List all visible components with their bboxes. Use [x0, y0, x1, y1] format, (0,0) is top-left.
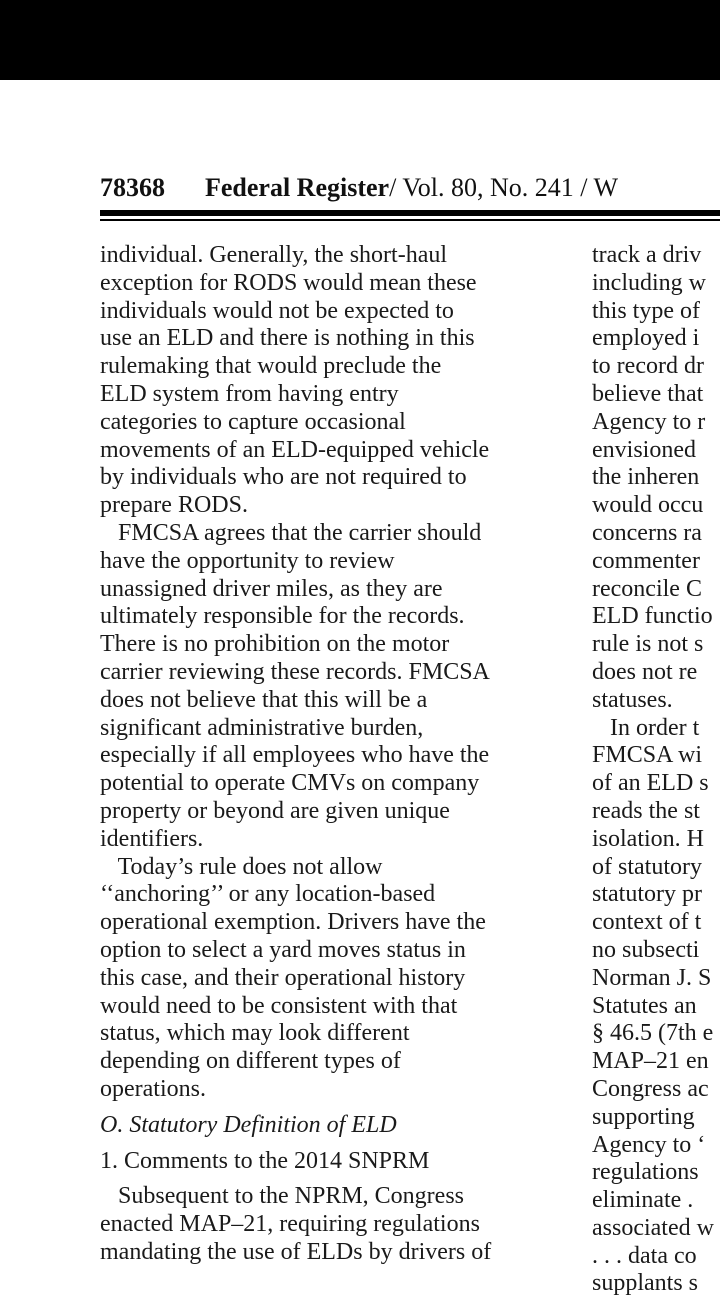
text-line: depending on different types of	[100, 1048, 401, 1075]
text-line: to record dr	[592, 353, 704, 380]
text-line: commenter	[592, 547, 700, 574]
text-line: context of t	[592, 909, 702, 936]
text-line: prepare RODS.	[100, 492, 248, 519]
text-line: employed i	[592, 325, 700, 352]
text-line: mandating the use of ELDs by drivers of	[100, 1238, 492, 1265]
text-line: status, which may look different	[100, 1020, 410, 1047]
text-line: this case, and their operational history	[100, 964, 466, 991]
text-line: regulations	[592, 1159, 699, 1186]
text-line: Statutes an	[592, 992, 697, 1019]
text-line: MAP–21 en	[592, 1048, 709, 1075]
text-line: operational exemption. Drivers have the	[100, 909, 486, 936]
text-line: of statutory	[592, 853, 702, 880]
text-line: use an ELD and there is nothing in this	[100, 325, 475, 352]
left-column	[100, 242, 570, 1280]
text-line: option to select a yard moves status in	[100, 936, 466, 963]
text-line: this type of	[592, 297, 700, 324]
text-line: ELD system from having entry	[100, 380, 399, 407]
top-black-bar	[0, 0, 720, 80]
text-line: carrier reviewing these records. FMCSA	[100, 658, 490, 685]
header-rule-thick	[100, 210, 720, 216]
text-line: Congress ac	[592, 1075, 709, 1102]
text-line: does not believe that this will be a	[100, 686, 428, 713]
text-line: reconcile C	[592, 575, 702, 602]
text-line: associated w	[592, 1214, 714, 1241]
page-header	[100, 170, 720, 210]
text-line: unassigned driver miles, as they are	[100, 575, 443, 602]
text-line: of an ELD s	[592, 770, 709, 797]
text-line: concerns ra	[592, 519, 702, 546]
text-line: isolation. H	[592, 825, 704, 852]
text-line: identifiers.	[100, 825, 204, 852]
text-line: enacted MAP–21, requiring regulations	[100, 1211, 480, 1238]
header-rule-thin	[100, 219, 720, 221]
text-line: reads the st	[592, 797, 700, 824]
text-line: Subsequent to the NPRM, Congress	[100, 1183, 465, 1210]
text-line: In order t	[592, 714, 700, 741]
text-line: supplants s	[592, 1270, 699, 1297]
text-line: have the opportunity to review	[100, 547, 395, 574]
text-line: especially if all employees who have the	[100, 742, 490, 769]
text-line: supporting	[592, 1103, 695, 1130]
text-line: Agency to r	[592, 408, 706, 435]
text-line: statuses.	[592, 686, 673, 713]
right-column	[592, 242, 720, 1297]
text-line: FMCSA agrees that the carrier should	[100, 519, 482, 546]
subsection-heading: 1. Comments to the 2014 SNPRM	[100, 1147, 430, 1174]
text-line: FMCSA wi	[592, 742, 703, 769]
text-line: does not re	[592, 658, 698, 685]
text-line: . . . data co	[592, 1242, 697, 1269]
text-line: operations.	[100, 1075, 206, 1102]
text-line: rulemaking that would preclude the	[100, 353, 442, 380]
text-line: categories to capture occasional	[100, 408, 406, 435]
text-line: movements of an ELD-equipped vehicle	[100, 436, 490, 463]
volume-info: / Vol. 80, No. 241 / W	[389, 173, 619, 202]
text-line: individual. Generally, the short-haul	[100, 242, 448, 268]
text-line: potential to operate CMVs on company	[100, 770, 480, 797]
text-line: ultimately responsible for the records.	[100, 603, 465, 630]
text-line: would need to be consistent with that	[100, 992, 458, 1019]
text-line: Agency to ‘	[592, 1131, 706, 1158]
text-line: significant administrative burden,	[100, 714, 424, 741]
text-line: statutory pr	[592, 881, 702, 908]
text-line: rule is not s	[592, 631, 704, 658]
text-line: Today’s rule does not allow	[100, 853, 383, 880]
text-line: exception for RODS would mean these	[100, 269, 477, 296]
text-line: would occu	[592, 492, 704, 519]
text-line: the inheren	[592, 464, 700, 491]
text-line: envisioned	[592, 436, 696, 463]
text-line: eliminate .	[592, 1187, 694, 1214]
text-line: believe that	[592, 380, 704, 407]
section-heading: O. Statutory Definition of ELD	[100, 1111, 397, 1138]
publication-title: Federal Register	[205, 173, 390, 202]
text-line: There is no prohibition on the motor	[100, 631, 450, 658]
text-line: no subsecti	[592, 936, 700, 963]
text-line: including w	[592, 269, 706, 296]
text-line: by individuals who are not required to	[100, 464, 467, 491]
page-number: 78368	[100, 173, 165, 202]
text-line: § 46.5 (7th e	[592, 1020, 714, 1047]
text-line: individuals would not be expected to	[100, 297, 454, 324]
text-line: property or beyond are given unique	[100, 797, 450, 824]
text-line: Norman J. S	[592, 964, 712, 991]
text-line: ELD functio	[592, 603, 713, 630]
text-line: ‘‘anchoring’’ or any location-based	[100, 881, 436, 908]
text-line: track a driv	[592, 242, 702, 268]
